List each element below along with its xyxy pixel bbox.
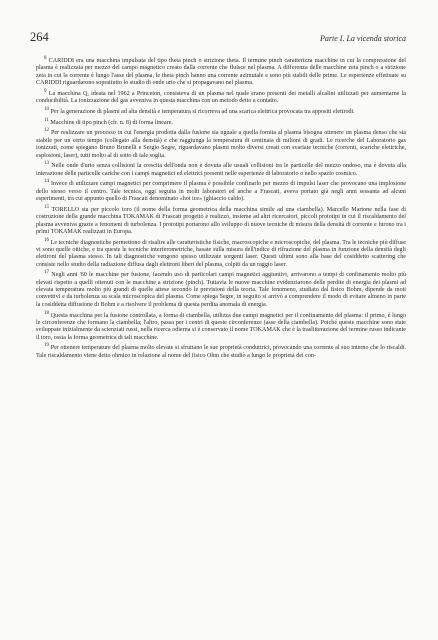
- footnote-number: 11: [44, 116, 49, 123]
- footnotes: [36, 55, 406, 624]
- footnote-text: Macchine di tipo pinch (cfr. n. 8) di forma lineare.: [50, 119, 173, 126]
- footnote-number: 10: [44, 105, 50, 112]
- page-header: [30, 30, 406, 46]
- footnote: [36, 342, 406, 360]
- footnote: [36, 310, 406, 342]
- footnote-number: 8: [44, 55, 47, 61]
- footnote-text: Per la generazione di plasmi ad alta densità e temperatura si ricorreva ad una scarica elettrica provocata tra appositi elettrodi.: [50, 108, 355, 115]
- footnote: [36, 117, 406, 127]
- footnote-number: 16: [44, 236, 50, 243]
- footnote-text: Invece di utilizzare campi magnetici per comprimere il plasma è possibile confinarlo per mezzo di impulsi laser che provocano una implosione dello stesso verso il centro. Tale tecnica, oggi seguita in molti laboratori ed anche a Frascati, aveva portato già negli anni sessanta ad alcuni esperimenti, tra cui appunto quello di Frascati denominato «hot ice» (ghiaccio caldo).: [36, 181, 406, 203]
- footnote: [36, 269, 406, 309]
- footnote: [36, 106, 406, 116]
- footnote-text: TORELLO sta per piccolo toro (il nome della forma geometrica della macchina simile ad una ciambella). Marcello Martone nella fase di costruzione della grande macchina TOKAMAK di Frascati progettò e realizzò, insieme ad altri ricercatori, piccoli prototipi in cui il riscaldamento del plasma avveniva grazie a fenomeni di turbolenza. I prototipi portarono allo sviluppo di nuove tecniche di misura della densità di corrente e furono tra i primi TOKAMAK realizzati in Europa.: [36, 206, 406, 235]
- footnote: [36, 88, 406, 106]
- footnote: [36, 178, 406, 203]
- footnote: [36, 160, 406, 178]
- footnote-text: Per ottenere temperature del plasma molto elevate si sfruttano le sue proprietà conduttrici, provocando una corrente al suo interno che lo riscaldi. Tale riscaldamento viene detto ohmico in relazione al nome del fisico Ohm che studiò a lungo le proprietà dei con-: [36, 345, 406, 359]
- footnote-number: 17: [44, 269, 50, 276]
- footnote: [36, 237, 406, 269]
- footnote-number: 14: [44, 178, 50, 185]
- footnote-number: 18: [44, 309, 50, 316]
- footnote: [36, 127, 406, 159]
- footnote: [36, 55, 406, 87]
- footnote-text: Per realizzare un processo in cui l'energia prodotta dalla fusione sia uguale a quella fornita al plasma bisogna ottenere un plasma denso che sia stabile per un certo tempo (collegato alla densità) e che raggiunga la temperatura di centinaia di milioni di gradi. Le ricerche del Laboratorio gas ionizzati, come spiegano Bruno Brunelli e Sergio Segre, riguardavano plasmi molto diversi creati con svariate tecniche (correnti, scariche elettriche, esplosioni, laser), tutti molto al di sotto di tale soglia.: [36, 130, 406, 159]
- running-head: Parte I. La vicenda storica: [320, 34, 406, 43]
- footnote-text: CARIDDI era una macchina impulsata del tipo theta pinch o strizione theta. Il termine pinch caratterizza macchine in cui la compressione del plasma è realizzata per mezzo del campo magnetico creato dalla corrente che fluisce nel plasma. A differenza delle macchine zeta pinch o a strizione zeta in cui la corrente è lungo l'asse del plasma, le theta pinch hanno una corrente azimutale e sono più stabili delle prime. Le esperienze effettuate su CARIDDI riguardarono soprattutto lo studio di onde urto che si propagavano nel plasma.: [36, 58, 406, 87]
- footnote-number: 13: [44, 160, 50, 167]
- page-number: 264: [30, 30, 49, 44]
- footnote-number: 15: [44, 203, 50, 210]
- footnote-text: Nelle onde d'urto senza collisioni la crescita dell'onda non è dovuta alle usuali collisioni tra le particelle del mezzo ondoso, ma è dovuta alla interazione delle particelle cariche con i campi magnetici ed elettrici presenti nelle esperienze di laboratorio o nello spazio cosmico.: [36, 163, 406, 177]
- footnote-text: Negli anni '60 le macchine per fusione, facendo uso di particolari campi magnetici aggiuntivi, arrivarono a tempi di confinamento molto più elevati rispetto a quelli ottenuti con le macchine a strizione (pinch). Tuttavia le nuove macchine evidenziarono delle perdite di energia dei plasmi ad elevata temperatura molto più grandi di quelle attese secondo le previsioni della teoria. Tale fenomeno, studiato dal fisico Bohm, dipende da moti convettivi e da turbolenza su scala microscopica del plasma. Come spiega Segre, in seguito si arrivò a comprendere il modo di evitare almeno in parte la cosiddetta diffusione di Bohm e a risolvere il problema di questa perdita anomala di energia.: [36, 272, 406, 308]
- footnote-number: 12: [44, 127, 50, 134]
- footnote-number: 9: [44, 87, 47, 94]
- footnote-number: 19: [44, 342, 50, 349]
- footnote-text: Le tecniche diagnostiche permettono di risalire alle caratteristiche fisiche, macroscopiche e microscopiche, del plasma. Tra le tecniche più diffuse vi sono quelle ottiche, e tra queste le tecniche interferometriche, basate sulla misura dell'indice di rifrazione del plasma in funzione della densità degli elettroni del plasma stesso. In tali diagnostiche vengono spesso utilizzate sorgenti laser. Questi ultimi sono alla base del cosiddetto scattering che consiste nello studio della radiazione diffusa dagli elettroni liberi del plasma, colpiti da un raggio laser.: [36, 239, 406, 268]
- footnote-text: Questa macchina per la fusione controllata, a forma di ciambella, utilizza due campi magnetici per il confinamento del plasma: il primo, è lungo le circonferenze che formano la ciambella; l'altro, passa per i centri di queste circonferenze (asse della ciambella). Poiché queste macchine sono state sviluppate inizialmente da scienziati russi, nella ricerca odierna si è conservato il nome TOKAMAK che è la traslitterazione del termine russo indicante il toro, ossia la forma geometrica di tali macchine.: [36, 312, 406, 341]
- footnote: [36, 204, 406, 236]
- footnote-text: La macchina Q, ideata nel 1962 a Princeton, consisteva di un plasma nel quale erano presenti dei metalli alcalini utilizzati per aumentarne la conducibilità. La ionizzazione del gas avveniva in questa macchina con un metodo detto a contatto.: [36, 90, 406, 105]
